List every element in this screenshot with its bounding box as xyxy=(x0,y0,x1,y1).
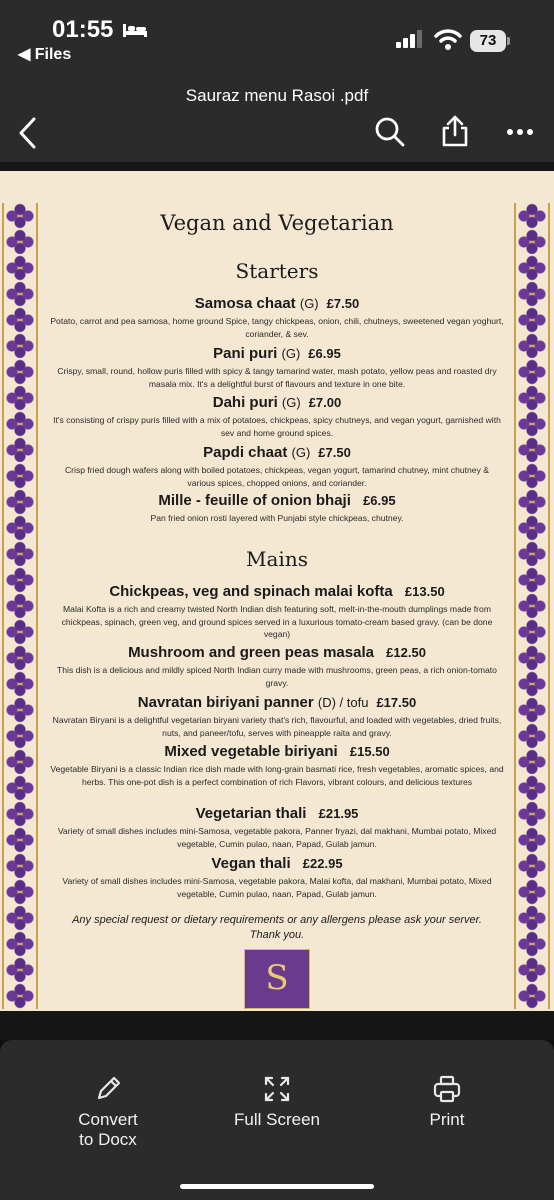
item-description: It's consisting of crispy puris filled with a mix of potatoes, chickpeas, spicy chutneys, and vegan yogurt, garnished with sev and home ground spices. xyxy=(53,415,501,438)
menu-item xyxy=(40,583,514,641)
item-description: Navratan Biryani is a delightful vegetarian biryani variety that's rich, flavourful, and loaded with vegetables, dried fruits, nuts, and paneer/tofu, serves with pineapple raita and gravy. xyxy=(52,715,502,738)
allergen-note-line2: Thank you. xyxy=(249,929,305,941)
item-price: £7.00 xyxy=(308,395,342,410)
item-tag: (G) xyxy=(299,296,319,311)
ornamental-border-right xyxy=(514,203,550,1009)
item-description: Potato, carrot and pea samosa, home ground Spice, tangy chickpeas, onion, chili, chutneys, sweetened vegan yoghurt, coriander, & sev. xyxy=(50,316,504,339)
wifi-icon xyxy=(434,28,462,50)
item-tag: (G) xyxy=(291,445,311,460)
expand-icon xyxy=(262,1074,292,1104)
menu-item xyxy=(40,492,514,525)
item-price: £6.95 xyxy=(363,493,396,508)
allergen-note xyxy=(40,913,514,943)
logo-letter: S xyxy=(265,958,289,998)
item-description: This dish is a delicious and mildly spiced North Indian curry made with mushrooms, green peas, a rich onion-tomato gravy. xyxy=(57,665,497,688)
battery-indicator: 73 xyxy=(470,30,506,52)
item-description: Crisp fried dough wafers along with boiled potatoes, chickpeas, vegan yogurt, tamarind chutney, mint chutney & various spices, chopped onions, and coriander. xyxy=(64,465,490,488)
allergen-note-line1: Any special request or dietary requirements or any allergens please ask your server. xyxy=(72,914,482,926)
document-title: Sauraz menu Rasoi .pdf xyxy=(185,86,369,105)
restaurant-logo xyxy=(244,949,310,1009)
print-button[interactable] xyxy=(367,1074,527,1130)
menu-item xyxy=(40,743,514,788)
home-indicator[interactable] xyxy=(180,1184,374,1189)
menu-item xyxy=(40,694,514,739)
item-name: Vegan thali xyxy=(211,855,291,872)
menu-item xyxy=(40,644,514,689)
menu-item xyxy=(40,345,514,390)
item-tag: (G) xyxy=(281,346,301,361)
cellular-signal-icon xyxy=(396,30,424,48)
menu-item xyxy=(40,444,514,489)
item-tag: (D) / tofu xyxy=(317,695,369,710)
item-price: £15.50 xyxy=(349,744,390,759)
item-description: Vegetable Biryani is a classic Indian rice dish made with long-grain basmati rice, fresh vegetables, aromatic spices, and herbs. This one-pot dish is a perfect combination of rich Flavors, vibrant colours, and delicious textures xyxy=(50,764,504,787)
item-name: Pani puri xyxy=(213,345,278,362)
menu-item xyxy=(40,805,514,850)
pdf-page[interactable] xyxy=(0,171,554,1011)
item-name: Vegetarian thali xyxy=(195,805,307,822)
share-icon[interactable] xyxy=(440,114,470,148)
item-name: Navratan biriyani panner xyxy=(137,694,314,711)
item-price: £12.50 xyxy=(386,645,426,660)
printer-icon xyxy=(432,1074,462,1104)
document-navbar xyxy=(0,70,554,162)
item-name: Mille - feuille of onion bhaji xyxy=(158,492,351,509)
item-price: £13.50 xyxy=(404,584,445,599)
ornamental-border-left xyxy=(2,203,38,1009)
item-name: Mixed vegetable biriyani xyxy=(164,743,338,760)
item-description: Variety of small dishes includes mini-Samosa, vegetable pakora, Panner fryazi, dal makhani, Mumbai potato, Mixed vegetable, Cumin pulao, naan, Papad, Gulab jamun. xyxy=(57,826,497,849)
item-description: Variety of small dishes includes mini-Samosa, vegetable pakora, Malai kofta, dal makhani, Mumbai potato, Mixed vegetable, Cumin pulao, naan, Papad, Gulab jamun. xyxy=(62,876,492,899)
sleep-focus-icon xyxy=(122,22,148,38)
item-price: £6.95 xyxy=(308,346,341,361)
item-name: Mushroom and green peas masala xyxy=(128,644,374,661)
item-description: Crispy, small, round, hollow puris filled with spicy & tangy tamarind water, mash potato, yellow peas and roasted dry masala mix. It's a delightful burst of flavours and texture in one bite. xyxy=(57,366,497,389)
status-bar xyxy=(0,0,554,70)
section-title-mains: Mains xyxy=(246,547,308,571)
back-chevron-icon[interactable] xyxy=(16,116,38,150)
status-time: 01:55 xyxy=(52,16,114,43)
print-label: Print xyxy=(429,1110,465,1129)
back-to-app-link[interactable]: ◀ Files xyxy=(18,46,72,63)
convert-label-line1: Convert xyxy=(78,1110,138,1129)
menu-item xyxy=(40,295,514,340)
item-description: Malai Kofta is a rich and creamy twisted North Indian dish featuring soft, melt-in-the-mouth dumplings made from chickpeas, spinach, green veg, and ground spices served in a luxurious tomato-cream based gravy. (can be done vegan) xyxy=(61,604,493,639)
convert-label-line2: to Docx xyxy=(79,1130,137,1149)
item-price: £7.50 xyxy=(318,445,351,460)
pencil-icon xyxy=(93,1074,123,1104)
item-tag: (G) xyxy=(281,395,301,410)
back-app-label: Files xyxy=(34,46,72,63)
menu-item xyxy=(40,394,514,439)
item-price: £21.95 xyxy=(318,806,359,821)
item-name: Dahi puri xyxy=(212,394,278,411)
more-options-icon[interactable] xyxy=(506,128,534,136)
item-price: £22.95 xyxy=(302,856,343,871)
battery-tip xyxy=(507,37,510,45)
menu-item xyxy=(40,855,514,900)
item-name: Samosa chaat xyxy=(194,295,296,312)
full-screen-label: Full Screen xyxy=(234,1110,320,1129)
search-icon[interactable] xyxy=(374,116,406,148)
item-price: £7.50 xyxy=(326,296,360,311)
item-name: Papdi chaat xyxy=(203,444,288,461)
item-name: Chickpeas, veg and spinach malai kofta xyxy=(109,583,393,600)
item-description: Pan fried onion rosti layered with Punjabi style chickpeas, chutney. xyxy=(150,513,404,523)
convert-to-docx-button[interactable] xyxy=(28,1074,188,1150)
full-screen-button[interactable] xyxy=(197,1074,357,1130)
menu-heading: Vegan and Vegetarian xyxy=(160,211,394,235)
item-price: £17.50 xyxy=(376,695,417,710)
section-title-starters: Starters xyxy=(235,259,319,283)
